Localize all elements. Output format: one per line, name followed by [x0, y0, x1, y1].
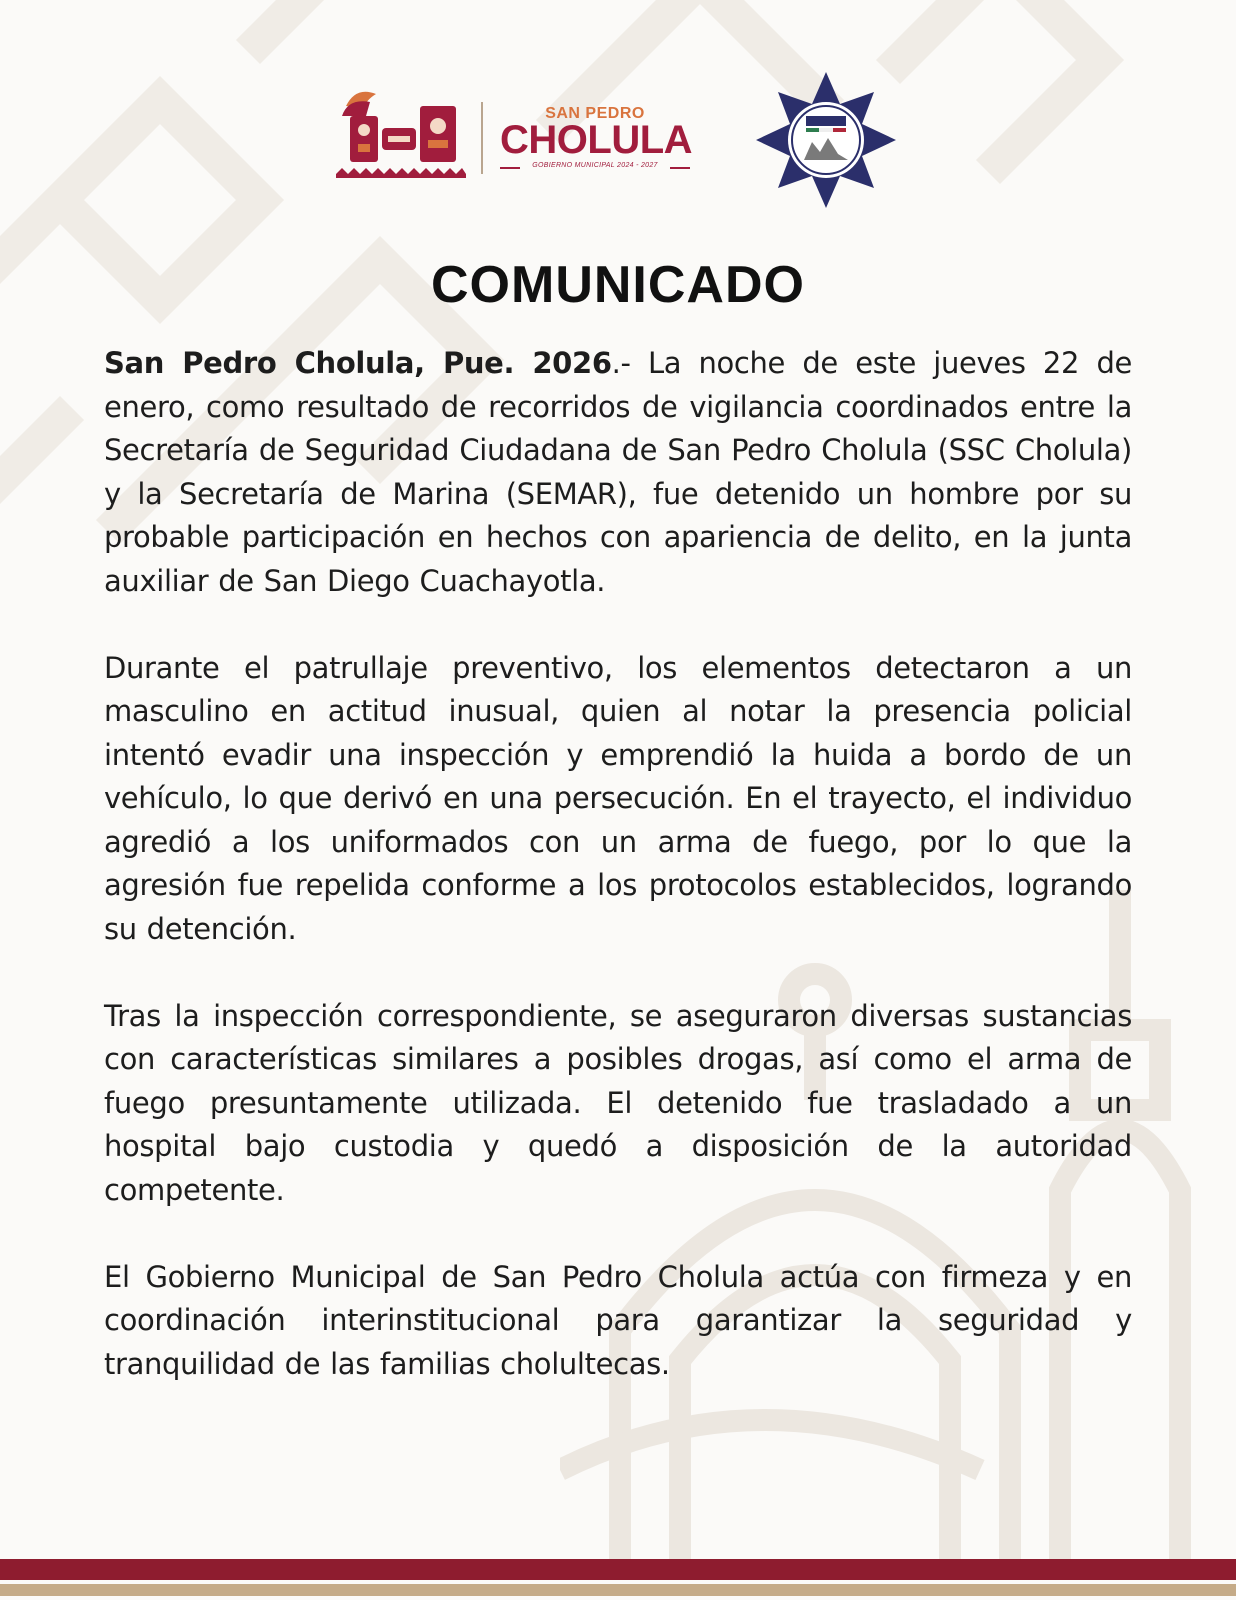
logo-name-main: CHOLULA: [500, 118, 693, 162]
cholula-glyph-emblem: [336, 86, 466, 186]
header-logos: [0, 0, 1236, 220]
footer-band-red: [0, 1559, 1236, 1580]
logo-rule-right: [670, 167, 690, 169]
paragraph-4: El Gobierno Municipal de San Pedro Cholula actúa con firmeza y en coordinación interinstitucional para garantizar la seguridad y tranquilidad de las familias cholultecas.: [104, 1259, 1132, 1381]
logo-name-top: SAN PEDRO: [545, 105, 645, 122]
paragraph-1-text: .- La noche de este jueves 22 de enero, como resultado de recorridos de vigilancia coordinados entre la Secretaría de Seguridad Ciudadana de San Pedro Cholula (SSC Cholula) y la Secretaría de Marina (SEMAR), fue detenido un hombre por su probable participación en hechos con apariencia de delito, en la junta auxiliar de San Diego Cuachayotla.: [104, 346, 1132, 598]
press-release-body: [104, 342, 1132, 1430]
logo-subtitle: GOBIERNO MUNICIPAL 2024 - 2027: [532, 162, 658, 169]
footer-band-gold: [0, 1584, 1236, 1596]
logo-rule-left: [500, 167, 520, 169]
police-star-badge: [756, 72, 896, 208]
page-title: COMUNICADO: [431, 256, 805, 314]
dateline: San Pedro Cholula, Pue. 2026: [104, 346, 612, 380]
paragraph-1: [104, 342, 1132, 603]
logo-divider: [481, 102, 483, 174]
paragraph-2: Durante el patrullaje preventivo, los elementos detectaron a un masculino en actitud inusual, quien al notar la presencia policial intentó evadir una inspección y emprendió la huida a bordo de un vehículo, lo que derivó en una persecución. En el trayecto, el individuo agredió a los uniformados con un arma de fuego, por lo que la agresión fue repelida conforme a los protocolos establecidos, logrando su detención.: [104, 650, 1132, 946]
paragraph-3: Tras la inspección correspondiente, se aseguraron diversas sustancias con características similares a posibles drogas, así como el arma de fuego presuntamente utilizada. El detenido fue trasladado a un hospital bajo custodia y quedó a disposición de la autoridad competente.: [104, 998, 1132, 1207]
municipal-wordmark: [500, 100, 700, 180]
